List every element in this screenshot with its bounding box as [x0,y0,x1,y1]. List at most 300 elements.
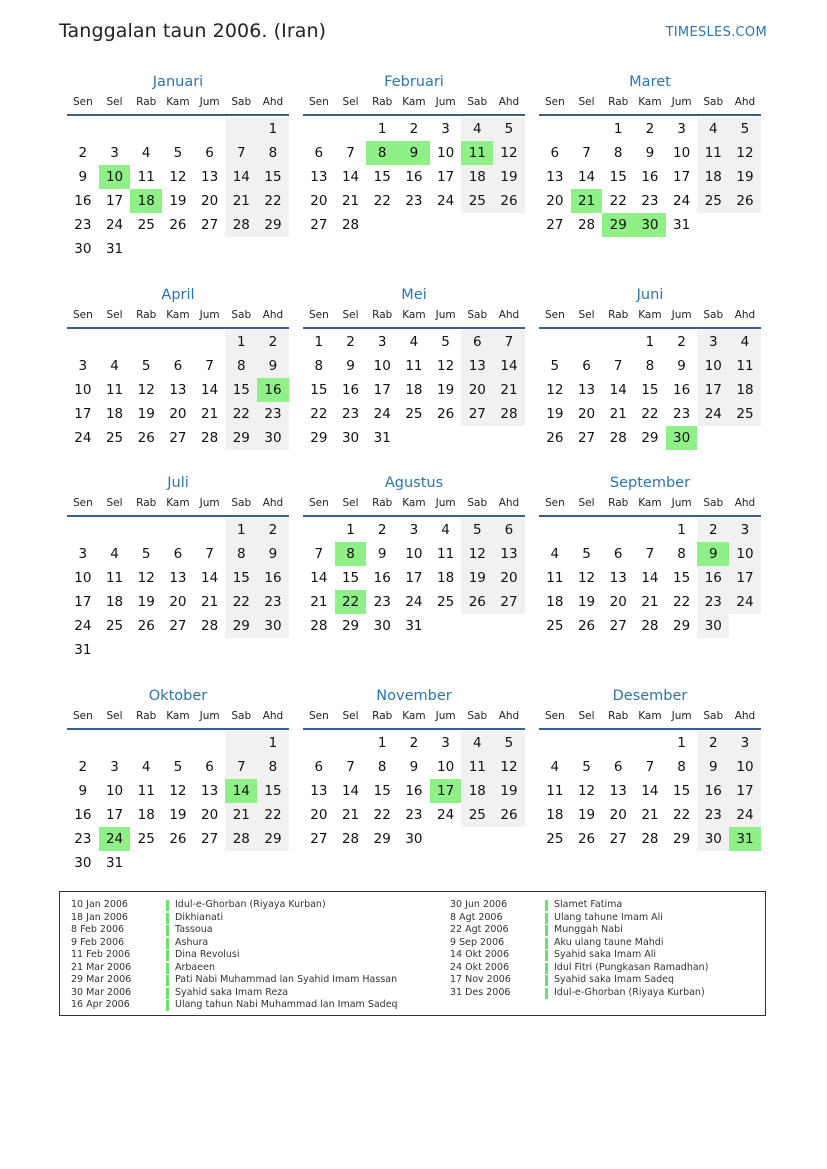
day-cell: 12 [493,141,525,165]
day-cell: 18 [461,779,493,803]
weekday-label: Kam [402,497,426,509]
day-cell: 10 [74,570,92,586]
day-cell: 17 [729,779,761,803]
day-cell: 29 [673,831,691,847]
day-cell: 2 [78,145,88,161]
day-cell: 25 [105,618,124,634]
day-cell: 14 [493,354,525,378]
month-name: Oktober [148,688,208,704]
day-cell: 13 [493,542,525,566]
holiday-day-cell: 17 [430,779,462,803]
weekday-label: Jum [199,497,220,509]
day-cell: 13 [577,382,596,398]
day-cell: 19 [493,779,525,803]
day-cell: 18 [137,807,155,823]
month-november [303,687,525,851]
day-cell: 3 [697,330,729,354]
day-cell: 14 [225,165,257,189]
empty-day-cell [539,731,571,755]
empty-day-cell [602,330,634,354]
empty-day-cell [130,117,162,141]
day-cell: 9 [257,542,289,566]
weekday-header [67,706,289,730]
day-cell: 16 [257,566,289,590]
day-cell: 6 [613,759,623,775]
month-name: Juli [167,475,189,491]
day-cell: 21 [225,189,257,213]
empty-day-cell [162,117,194,141]
holiday-date: 10 Jan 2006 [71,899,128,910]
weekday-label: Jum [671,309,692,321]
day-cell: 22 [257,803,289,827]
day-cell: 15 [673,570,691,586]
day-cell: 13 [609,570,627,586]
day-cell: 30 [74,855,92,871]
day-cell: 12 [729,141,761,165]
day-cell: 5 [173,145,183,161]
weekday-label: Sel [342,96,359,108]
holiday-name: Dikhianati [175,911,224,923]
day-cell: 18 [105,594,124,610]
day-cell: 1 [314,334,324,350]
day-cell: 29 [373,831,391,847]
day-cell: 22 [310,406,328,422]
holiday-date: 22 Agt 2006 [450,924,509,935]
weekday-label: Kam [402,96,426,108]
holiday-marker [166,975,169,986]
weekday-label: Rab [608,497,629,509]
day-cell: 21 [201,406,219,422]
weekday-label: Sel [578,96,595,108]
month-name: Januari [152,74,204,90]
weekday-header [303,305,525,329]
holiday-marker [166,950,169,961]
day-cell: 3 [409,522,419,538]
day-cell: 2 [645,121,655,137]
weekday-label: Jum [435,309,456,321]
day-cell: 17 [105,193,124,209]
day-cell: 19 [577,594,596,610]
day-cell: 9 [78,783,88,799]
day-cell: 10 [729,755,761,779]
day-cell: 5 [550,358,560,374]
day-cell: 14 [341,783,360,799]
days-grid [67,329,289,450]
day-cell: 23 [74,831,92,847]
weekday-label: Jum [435,710,456,722]
day-cell: 17 [697,378,729,402]
weekday-label: Sab [467,96,488,108]
month-name: Agustus [384,475,444,491]
holiday-list-item [439,937,708,950]
site-link[interactable]: TIMESLES.COM [665,25,767,40]
day-cell: 21 [225,803,257,827]
day-cell: 1 [257,731,289,755]
day-cell: 12 [546,382,564,398]
holiday-day-cell: 8 [335,542,367,566]
day-cell: 21 [310,594,328,610]
day-cell: 6 [173,358,183,374]
holiday-marker [545,913,548,924]
month-mei [303,286,525,450]
day-cell: 24 [437,193,455,209]
day-cell: 27 [310,831,328,847]
day-cell: 26 [493,803,525,827]
holiday-name: Syahid saka Imam Ali [554,949,657,960]
day-cell: 29 [641,430,659,446]
weekday-label: Sel [342,309,359,321]
day-cell: 7 [582,145,591,161]
day-cell: 12 [169,783,187,799]
day-cell: 24 [373,406,391,422]
empty-day-cell [571,330,603,354]
day-cell: 22 [373,807,391,823]
day-cell: 30 [405,831,423,847]
day-cell: 9 [645,145,655,161]
holiday-list-item [60,937,398,950]
day-cell: 21 [641,594,659,610]
empty-day-cell [99,518,131,542]
weekday-label: Sen [544,497,565,509]
day-cell: 6 [461,330,493,354]
day-cell: 6 [173,546,183,562]
day-cell: 10 [74,382,92,398]
days-grid [539,730,761,851]
holiday-marker [545,950,548,961]
empty-day-cell [99,731,131,755]
day-cell: 27 [546,217,564,233]
weekday-label: Rab [608,96,629,108]
day-cell: 9 [697,755,729,779]
day-cell: 2 [257,330,289,354]
day-cell: 12 [493,755,525,779]
weekday-label: Rab [372,96,393,108]
weekday-label: Sel [578,497,595,509]
weekday-label: Rab [608,309,629,321]
day-cell: 28 [201,430,219,446]
empty-day-cell [67,518,99,542]
holiday-list-item [60,999,398,1012]
day-cell: 27 [169,618,187,634]
weekday-label: Sab [231,96,252,108]
day-cell: 13 [609,783,627,799]
day-cell: 4 [110,546,119,562]
day-cell: 30 [697,827,729,851]
days-grid [539,116,761,237]
day-cell: 12 [461,542,493,566]
day-cell: 22 [225,590,257,614]
empty-day-cell [602,518,634,542]
month-juni [539,286,761,450]
day-cell: 30 [74,241,92,257]
day-cell: 25 [546,618,564,634]
day-cell: 5 [173,759,183,775]
day-cell: 13 [461,354,493,378]
day-cell: 15 [310,382,328,398]
day-cell: 19 [577,807,596,823]
weekday-label: Sab [703,497,724,509]
weekday-header [303,706,525,730]
holiday-marker [545,938,548,949]
day-cell: 16 [341,382,360,398]
day-cell: 20 [201,807,219,823]
day-cell: 8 [677,759,686,775]
holiday-date: 11 Feb 2006 [71,949,131,960]
day-cell: 28 [225,827,257,851]
weekday-label: Ahd [262,309,284,321]
month-name: November [376,688,452,704]
day-cell: 17 [74,406,92,422]
day-cell: 6 [205,145,214,161]
weekday-label: Jum [435,96,456,108]
day-cell: 28 [641,831,659,847]
day-cell: 15 [225,566,257,590]
weekday-label: Kam [638,96,662,108]
empty-day-cell [67,731,99,755]
day-cell: 23 [74,217,92,233]
day-cell: 1 [225,518,257,542]
weekday-label: Jum [671,497,692,509]
day-cell: 20 [546,193,564,209]
day-cell: 23 [697,803,729,827]
day-cell: 27 [169,430,187,446]
holiday-marker [166,900,169,911]
holiday-date: 18 Jan 2006 [71,911,128,923]
holiday-day-cell: 24 [99,827,131,851]
day-cell: 22 [257,189,289,213]
weekday-label: Ahd [498,309,520,321]
day-cell: 5 [582,546,591,562]
day-cell: 13 [310,169,328,185]
day-cell: 21 [641,807,659,823]
day-cell: 18 [697,165,729,189]
holiday-name: Idul Fitri (Pungkasan Ramadhan) [554,961,709,973]
holiday-marker [166,938,169,949]
weekday-label: Sel [106,497,123,509]
day-cell: 16 [405,783,423,799]
day-cell: 16 [641,169,659,185]
day-cell: 15 [257,165,289,189]
day-cell: 11 [405,358,423,374]
day-cell: 20 [461,378,493,402]
weekday-label: Kam [166,497,190,509]
day-cell: 26 [137,430,155,446]
day-cell: 25 [437,594,455,610]
day-cell: 31 [405,618,423,634]
days-grid [303,329,525,450]
day-cell: 9 [377,546,387,562]
weekday-label: Jum [199,96,220,108]
holiday-list-item [439,899,708,912]
month-oktober [67,687,289,875]
day-cell: 4 [697,117,729,141]
day-cell: 16 [74,807,92,823]
holiday-name: Arbaeen [175,961,215,973]
day-cell: 22 [641,406,659,422]
days-grid [67,730,289,875]
empty-day-cell [571,117,603,141]
weekday-label: Sen [308,497,329,509]
day-cell: 6 [582,358,591,374]
month-name: Februari [384,74,444,90]
month-name: Juni [636,287,664,303]
weekday-label: Jum [671,710,692,722]
day-cell: 25 [461,803,493,827]
day-cell: 18 [546,807,564,823]
day-cell: 3 [78,358,88,374]
weekday-header [67,92,289,116]
empty-day-cell [571,518,603,542]
holiday-name: Idul-e-Ghorban (Riyaya Kurban) [554,986,705,998]
holiday-list-item [60,924,398,937]
day-cell: 29 [341,618,360,634]
day-cell: 22 [609,193,627,209]
day-cell: 7 [346,759,355,775]
weekday-label: Rab [372,497,393,509]
day-cell: 1 [645,334,655,350]
empty-day-cell [539,518,571,542]
holiday-name: Syahid saka Imam Reza [175,986,289,998]
day-cell: 7 [205,358,214,374]
day-cell: 13 [201,169,219,185]
day-cell: 29 [673,618,691,634]
day-cell: 24 [105,217,124,233]
weekday-label: Kam [166,710,190,722]
day-cell: 17 [673,169,691,185]
day-cell: 6 [205,759,214,775]
weekday-label: Kam [638,309,662,321]
day-cell: 4 [441,522,450,538]
weekday-label: Rab [136,96,157,108]
holiday-list-item [439,987,708,1000]
day-cell: 14 [577,169,596,185]
weekday-label: Rab [608,710,629,722]
holiday-list-item [60,974,398,987]
day-cell: 28 [310,618,328,634]
days-grid [303,517,525,638]
day-cell: 26 [577,831,596,847]
day-cell: 30 [373,618,391,634]
day-cell: 1 [225,330,257,354]
day-cell: 6 [493,518,525,542]
holiday-name: Dina Revolusi [175,949,240,960]
weekday-header [539,92,761,116]
day-cell: 18 [461,165,493,189]
weekday-label: Ahd [734,309,756,321]
day-cell: 10 [697,354,729,378]
day-cell: 9 [78,169,88,185]
day-cell: 17 [105,807,124,823]
day-cell: 31 [673,217,691,233]
holiday-day-cell: 8 [366,141,398,165]
holiday-date: 9 Feb 2006 [71,936,125,948]
holiday-day-cell: 11 [461,141,493,165]
day-cell: 24 [437,807,455,823]
day-cell: 25 [546,831,564,847]
day-cell: 13 [169,570,187,586]
month-name: Desember [612,688,688,704]
day-cell: 21 [201,594,219,610]
holiday-name: Ashura [175,936,209,948]
weekday-label: Sen [544,309,565,321]
holiday-day-cell: 16 [257,378,289,402]
day-cell: 2 [346,334,355,350]
weekday-header [303,493,525,517]
empty-day-cell [162,518,194,542]
day-cell: 30 [341,430,360,446]
day-cell: 16 [405,169,423,185]
day-cell: 30 [257,426,289,450]
day-cell: 30 [257,614,289,638]
day-cell: 9 [257,354,289,378]
holiday-marker [166,925,169,936]
weekday-label: Jum [671,96,692,108]
day-cell: 19 [546,406,564,422]
day-cell: 27 [577,430,596,446]
empty-day-cell [194,117,226,141]
day-cell: 13 [546,169,564,185]
day-cell: 15 [341,570,360,586]
weekday-label: Sab [231,710,252,722]
holiday-list-item [439,912,708,925]
holiday-date: 29 Mar 2006 [71,974,132,985]
days-grid [67,116,289,261]
day-cell: 28 [201,618,219,634]
day-cell: 24 [729,590,761,614]
holiday-date: 14 Okt 2006 [450,949,510,960]
day-cell: 20 [169,594,187,610]
weekday-label: Jum [199,710,220,722]
day-cell: 5 [493,117,525,141]
day-cell: 4 [550,546,560,562]
holiday-list-item [60,899,398,912]
holiday-day-cell: 14 [225,779,257,803]
weekday-label: Sab [703,710,724,722]
holiday-name: Munggah Nabi [554,924,623,935]
weekday-label: Sen [308,710,329,722]
month-name: April [161,287,195,303]
holiday-marker [545,988,548,999]
days-grid [67,517,289,662]
day-cell: 5 [461,518,493,542]
weekday-label: Kam [402,710,426,722]
day-cell: 7 [645,759,655,775]
day-cell: 25 [137,831,155,847]
day-cell: 2 [677,334,686,350]
month-name: Mei [401,287,427,303]
day-cell: 11 [105,570,124,586]
day-cell: 2 [257,518,289,542]
weekday-label: Sen [72,96,93,108]
day-cell: 24 [697,402,729,426]
weekday-label: Sel [578,710,595,722]
day-cell: 26 [493,189,525,213]
weekday-label: Ahd [734,710,756,722]
day-cell: 18 [105,406,124,422]
holiday-date: 17 Nov 2006 [450,974,511,985]
day-cell: 15 [373,783,391,799]
day-cell: 6 [613,546,623,562]
day-cell: 3 [110,145,119,161]
weekday-label: Ahd [262,710,284,722]
holiday-list-item [60,962,398,975]
holiday-marker [166,1000,169,1011]
day-cell: 12 [137,570,155,586]
day-cell: 8 [257,141,289,165]
weekday-label: Ahd [734,497,756,509]
day-cell: 2 [697,518,729,542]
day-cell: 21 [341,807,360,823]
